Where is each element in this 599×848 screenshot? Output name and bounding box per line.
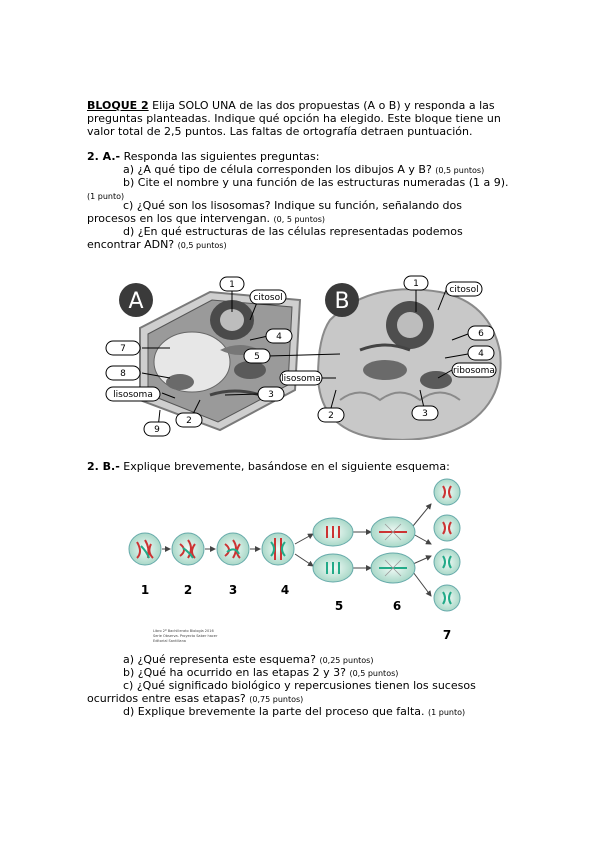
stage-number-4: 4: [280, 583, 290, 597]
credit-line-3: Editorial Santillana: [153, 639, 186, 643]
label-2-a-text: 2: [186, 416, 192, 426]
question-text: d) Explique brevemente la parte del proceso que falta.: [123, 705, 425, 718]
label-lisosoma-a-text: lisosoma: [113, 390, 153, 400]
option-a-question-c-line-1: c) ¿Qué son los lisosomas? Indique su función, señalando dos: [123, 199, 462, 212]
header-line-1: [87, 99, 495, 112]
meiosis-figure: [125, 474, 470, 674]
label-lisosoma-b-text: lisosoma: [281, 374, 321, 384]
intro-line-3: valor total de 2,5 puntos. Las faltas de ortografía detraen puntuación.: [87, 125, 473, 138]
credit-line-1: Libro 2º Bachillerato Biología 2016: [153, 629, 214, 633]
label-1-a-text: 1: [229, 280, 235, 290]
question-text: procesos en los que intervengan.: [87, 212, 271, 225]
label-ribosoma-text: ribosoma: [453, 366, 495, 376]
option-b-question-c-line-2: [87, 692, 303, 706]
stage-number-1: 1: [140, 583, 150, 597]
question-text: ocurridos entre esas etapas?: [87, 692, 246, 705]
option-b-question-a: [123, 653, 373, 667]
option-b-question-c-line-1: c) ¿Qué significado biológico y repercusiones tienen los sucesos: [123, 679, 476, 692]
stage-3-cell: [217, 533, 249, 565]
stage-7-cells: [434, 479, 460, 611]
question-points: (0,75 puntos): [249, 695, 304, 704]
label-2-b-text: 2: [328, 411, 334, 421]
stage-number-5: 5: [334, 599, 344, 613]
cell-b-letter: B: [334, 289, 350, 314]
stage-number-6: 6: [392, 599, 402, 613]
question-points: (0, 5 puntos): [273, 215, 326, 224]
option-b-label: 2. B.-: [87, 460, 120, 473]
label-4-b-text: 4: [478, 349, 484, 359]
option-a-question-a: [123, 163, 484, 177]
label-3-b-text: 3: [422, 409, 428, 419]
label-9-text: 9: [154, 425, 160, 435]
label-8-text: 8: [120, 369, 126, 379]
question-points: (0,25 puntos): [319, 656, 374, 665]
option-a-intro: Responda las siguientes preguntas:: [120, 150, 320, 163]
stage-number-3: 3: [228, 583, 238, 597]
option-a-heading: [87, 150, 320, 163]
question-points: (0,5 puntos): [177, 241, 227, 250]
label-1-b-text: 1: [413, 279, 419, 289]
option-b-question-b: [123, 666, 398, 680]
label-7-text: 7: [120, 344, 126, 354]
stage-2-cell: [172, 533, 204, 565]
question-text: b) ¿Qué ha ocurrido en las etapas 2 y 3?: [123, 666, 346, 679]
label-5-text: 5: [254, 352, 260, 362]
question-text: a) ¿A qué tipo de célula corresponden los dibujos A y B?: [123, 163, 432, 176]
label-citosol-a-text: citosol: [253, 293, 283, 303]
option-b-question-d: [123, 705, 465, 719]
plant-cell-drawing: [140, 292, 300, 430]
question-points: (1 punto): [428, 708, 466, 717]
stage-6-cells: [371, 517, 415, 583]
label-3-a-text: 3: [268, 390, 274, 400]
option-a-question-d-line-1: d) ¿En qué estructuras de las células representadas podemos: [123, 225, 463, 238]
stage-1-cell: [129, 533, 161, 565]
stage-number-2: 2: [183, 583, 193, 597]
option-b-intro: Explique brevemente, basándose en el siguiente esquema:: [119, 460, 450, 473]
label-4-a-text: 4: [276, 332, 282, 342]
option-a-question-b: b) Cite el nombre y una función de las estructuras numeradas (1 a 9).: [123, 176, 509, 189]
block-label: BLOQUE 2: [87, 99, 149, 112]
stage-4-cell: [262, 533, 294, 565]
question-text: encontrar ADN?: [87, 238, 175, 251]
cell-a-letter: A: [128, 289, 144, 314]
stage-5-cells: [313, 518, 353, 582]
question-points: (0,5 puntos): [349, 669, 399, 678]
option-a-label: 2. A.-: [87, 150, 121, 163]
question-points: (0,5 puntos): [435, 166, 485, 175]
option-a-question-b-points: (1 punto): [87, 192, 125, 201]
option-a-question-c-line-2: [87, 212, 325, 226]
label-citosol-b-text: citosol: [449, 285, 479, 295]
option-a-question-d-line-2: [87, 238, 227, 252]
question-text: a) ¿Qué representa este esquema?: [123, 653, 316, 666]
intro-line-1: Elija SOLO UNA de las dos propuestas (A o B) y responda a las: [148, 99, 495, 112]
credit-line-2: Serie Observa. Proyecto Saber hacer: [153, 634, 218, 638]
label-6-text: 6: [478, 329, 484, 339]
option-b-heading: [87, 460, 450, 473]
stage-number-7: 7: [442, 628, 452, 642]
cell-figure: [100, 270, 520, 440]
intro-line-2: preguntas planteadas. Indique qué opción ha elegido. Este bloque tiene un: [87, 112, 501, 125]
